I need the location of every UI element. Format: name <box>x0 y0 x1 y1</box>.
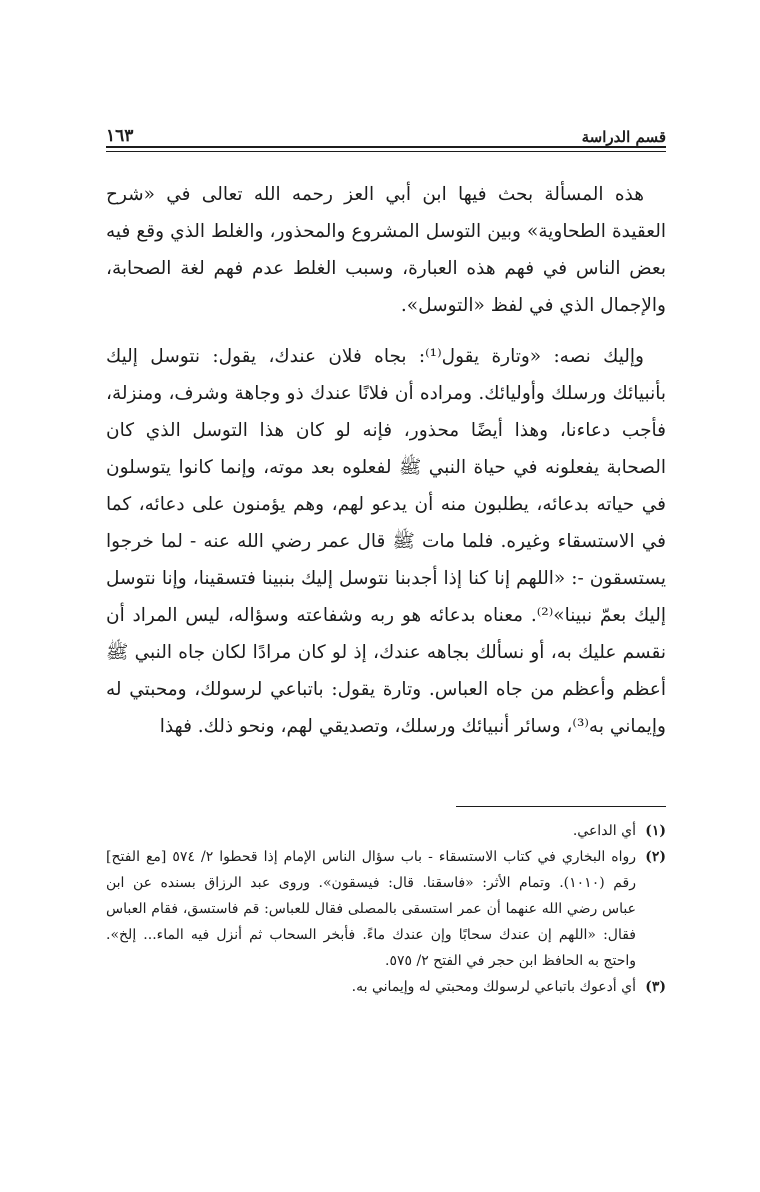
footnote-number: (٣) <box>645 979 666 995</box>
header-rule-thick <box>106 146 666 148</box>
footnote-separator <box>456 806 666 807</box>
running-header <box>106 118 666 146</box>
footnote-line: فقال: «اللهم إن عندك سحابًا وإن عندك ماءً. فأبخر السحاب ثم أنزل فيه الماء... إلخ». <box>106 927 636 943</box>
paragraph-quote: وإليك نصه: «وتارة يقول⁽¹⁾: بجاه فلان عندك، يقول: نتوسل إليك بأنبيائك ورسلك وأوليائك. ومراده أن فلانًا عندك ذو وجاهة وشرف، ومنزلة، فأجب دعاءنا، وهذا أيضًا محذور، فإنه لو كان هذا التوسل الذي كان الصحابة يفعلونه في حياة النبي ﷺ لفعلوه بعد موته، وإنما كانوا يتوسلون في حياته بدعائه، يطلبون منه أن يدعو لهم، وهم يؤمنون على دعائه، كما في الاستسقاء وغيره. فلما مات ﷺ قال عمر رضي الله عنه - لما خرجوا يستسقون -: «اللهم إنا كنا إذا أجدبنا نتوسل إليك بنبينا فتسقينا، وإنا نتوسل إليك بعمّ نبينا»⁽²⁾. معناه بدعائه هو ربه وشفاعته وسؤاله، ليس المراد أن نقسم عليك به، أو نسألك بجاهه عندك، إذ لو كان مرادًا لكان جاه النبي ﷺ أعظم وأعظم من جاه العباس. وتارة يقول: باتباعي لرسولك، ومحبتي له وإيماني به⁽³⁾، وسائر أنبيائك ورسلك، وتصديقي لهم، ونحو ذلك. فهذا <box>106 346 667 737</box>
footnote-1 <box>106 818 666 844</box>
footnote-line: رقم (١٠١٠). وتمام الأثر: «فاسقنا. قال: فيسقون». وروى عبد الرزاق بسنده عن ابن <box>106 875 636 891</box>
footnote-line: عباس رضي الله عنهما أن عمر استسقى بالمصلى فقال للعباس: قم فاستسق، فقام العباس <box>106 901 636 917</box>
footnote-2 <box>106 844 666 974</box>
footnote-number: (٢) <box>645 849 666 865</box>
footnote-number: (١) <box>645 823 666 839</box>
main-text <box>106 176 666 745</box>
header-rule-thin <box>106 151 666 152</box>
section-title: قسم الدراسة <box>581 128 666 146</box>
footnote-line: أي الداعي. <box>572 823 636 839</box>
footnotes <box>106 818 666 1000</box>
footnote-line: واحتج به الحافظ ابن حجر في الفتح ٢/ ٥٧٥. <box>385 953 636 969</box>
paragraph-intro: هذه المسألة بحث فيها ابن أبي العز رحمه الله تعالى في «شرح العقيدة الطحاوية» وبين التوسل المشروع والمحذور، والغلط الذي وقع فيه بعض الناس في فهم هذه العبارة، وسبب الغلط عدم فهم لغة الصحابة، والإجمال الذي في لفظ «التوسل». <box>106 184 666 316</box>
footnote-3 <box>106 974 666 1000</box>
page-number: ١٦٣ <box>106 126 134 146</box>
footnote-line: أي أدعوك باتباعي لرسولك ومحبتي له وإيماني به. <box>351 979 636 995</box>
footnote-line: رواه البخاري في كتاب الاستسقاء - باب سؤال الناس الإمام إذا قحطوا ٢/ ٥٧٤ [مع الفتح] <box>106 849 636 865</box>
